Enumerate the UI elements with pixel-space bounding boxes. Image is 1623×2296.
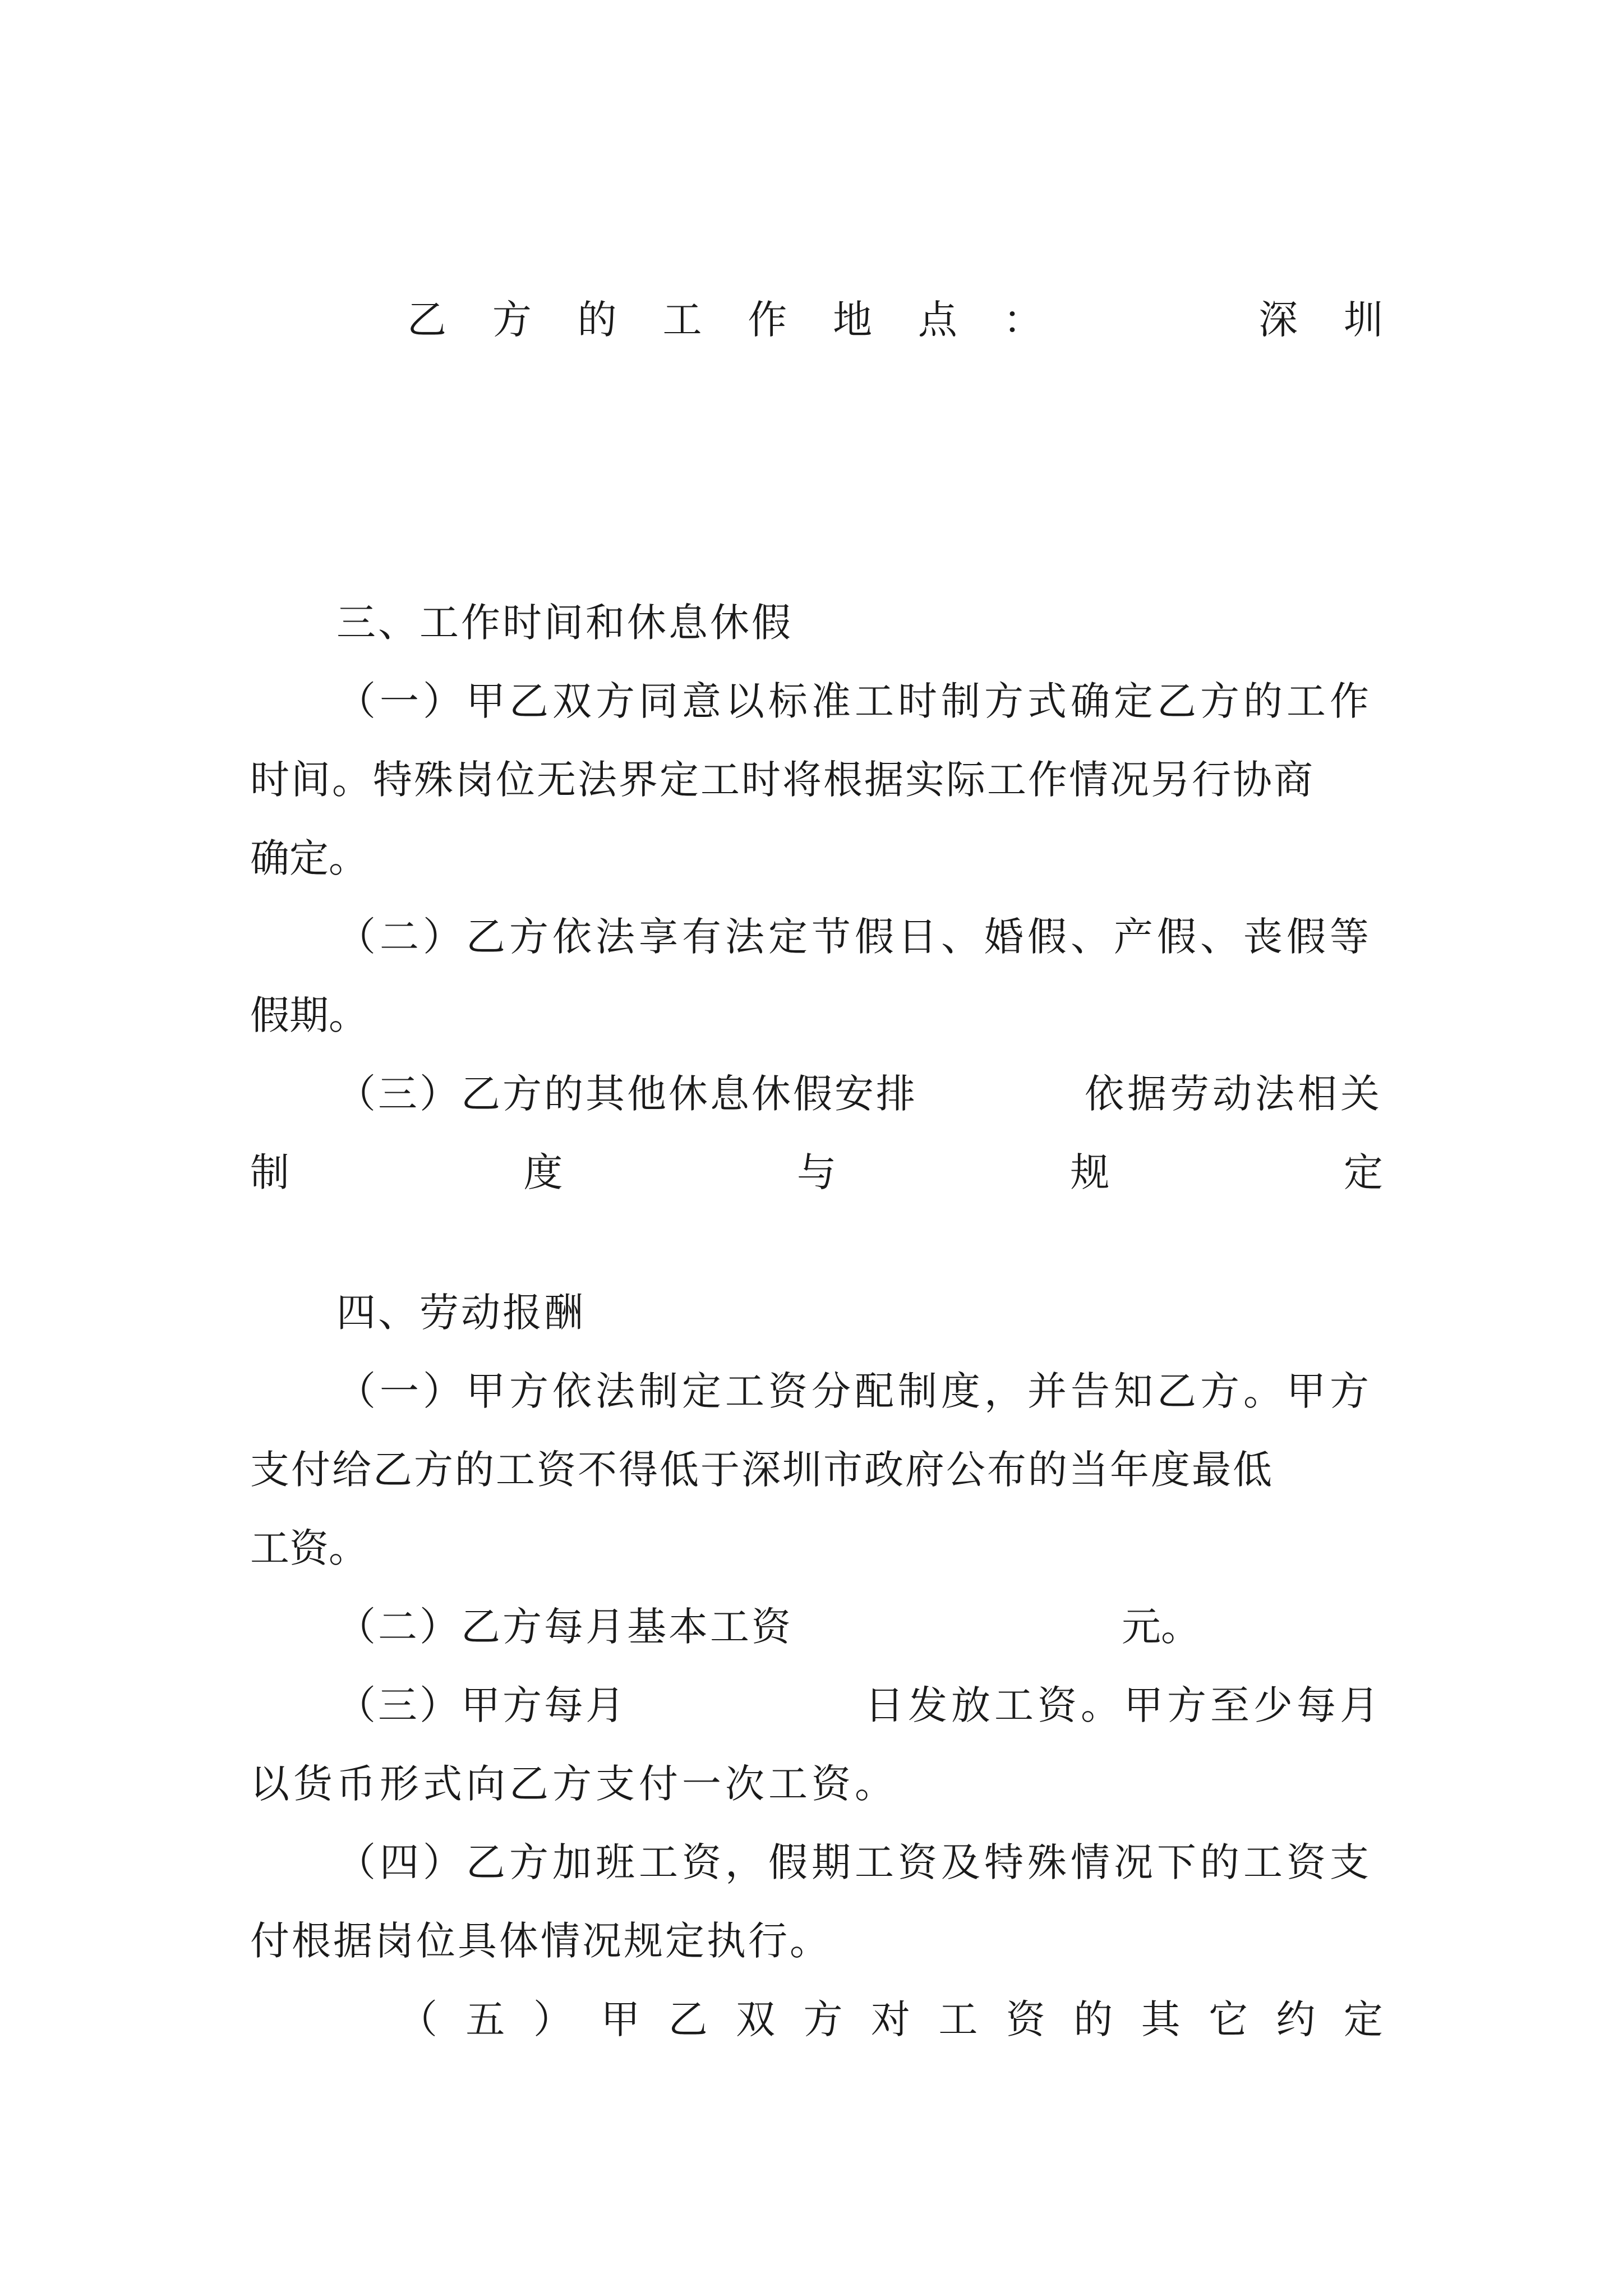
spaced-character: 深 [1258, 297, 1298, 343]
paragraph-line: 确定。 [250, 835, 368, 881]
spaced-character: 点 [917, 297, 957, 343]
spaced-character: （ [398, 1996, 437, 2042]
spaced-character: 定 [1343, 1996, 1383, 2042]
spaced-character: 它 [1209, 1996, 1248, 2042]
spaced-character: 约 [1276, 1996, 1316, 2042]
spaced-character: 其 [1141, 1996, 1181, 2042]
spaced-character: 五 [465, 1996, 505, 2042]
spaced-character: 工 [662, 297, 702, 343]
spaced-character: 的 [1073, 1996, 1113, 2042]
paragraph-line [336, 1683, 1383, 1728]
spaced-character: 甲 [601, 1996, 640, 2042]
spaced-character: 工 [938, 1996, 978, 2042]
paragraph-line [336, 1071, 1383, 1116]
paragraph-line: （一）甲方依法制定工资分配制度，并告知乙方。甲方 [336, 1368, 1373, 1414]
paragraph-line: 支付给乙方的工资不得低于深圳市政府公布的当年度最低 [250, 1447, 1274, 1493]
spaced-character: 制 [250, 1149, 289, 1195]
spaced-character [1173, 297, 1212, 342]
spaced-character: 定 [1344, 1149, 1383, 1195]
spaced-character: 规 [1070, 1149, 1110, 1195]
spaced-character: 的 [577, 297, 617, 343]
work-location-line [407, 297, 1383, 342]
spaced-character: 方 [492, 297, 532, 343]
paragraph-line [336, 1604, 1383, 1649]
spaced-character: 资 [1006, 1996, 1045, 2042]
paragraph-line: 工资。 [250, 1525, 368, 1571]
paragraph-line [336, 679, 1383, 724]
paragraph-text: （三）乙方的其他休息休假安排 [336, 1071, 917, 1117]
spaced-character: ： [1003, 297, 1043, 343]
paragraph-text: 元。 [1122, 1604, 1200, 1650]
spaced-character [1089, 297, 1128, 342]
paragraph-line: 以货币形式向乙方支付一次工资。 [250, 1761, 898, 1807]
spaced-character: 作 [748, 297, 787, 343]
paragraph-line: 时间。特殊岗位无法界定工时将根据实际工作情况另行协商 [250, 757, 1315, 803]
paragraph-line: （四）乙方加班工资，假期工资及特殊情况下的工资支 [336, 1839, 1373, 1885]
paragraph-line: 假期。 [250, 992, 368, 1038]
spaced-paragraph-line [250, 1150, 1383, 1195]
spaced-character: 对 [870, 1996, 910, 2042]
spaced-character: 双 [736, 1996, 776, 2042]
spaced-character: 圳 [1343, 297, 1383, 343]
section-four-heading: 四、劳动报酬 [336, 1290, 585, 1336]
paragraph-text: （三）甲方每月 [336, 1682, 627, 1728]
paragraph-text: 依据劳动法相关 [1085, 1071, 1383, 1117]
spaced-character: 方 [803, 1996, 843, 2042]
paragraph-text: （一）甲乙双方同意以标准工时制方式确定乙方的工作 [336, 678, 1373, 724]
spaced-character: 乙 [668, 1996, 708, 2042]
spaced-character: 度 [523, 1149, 563, 1195]
spaced-character: 地 [833, 297, 873, 343]
section-three-heading: 三、工作时间和休息休假 [336, 600, 793, 646]
spaced-character: 乙 [407, 297, 446, 343]
paragraph-text: （二）乙方每月基本工资 [336, 1604, 793, 1650]
paragraph-line: （二）乙方依法享有法定节假日、婚假、产假、丧假等 [336, 914, 1373, 960]
paragraph-line: 付根据岗位具体情况规定执行。 [250, 1918, 831, 1964]
spaced-character: ） [533, 1996, 573, 2042]
spaced-character: 与 [797, 1149, 836, 1195]
spaced-paragraph-line [398, 1997, 1383, 2042]
paragraph-text: 日发放工资。甲方至少每月 [865, 1682, 1383, 1728]
